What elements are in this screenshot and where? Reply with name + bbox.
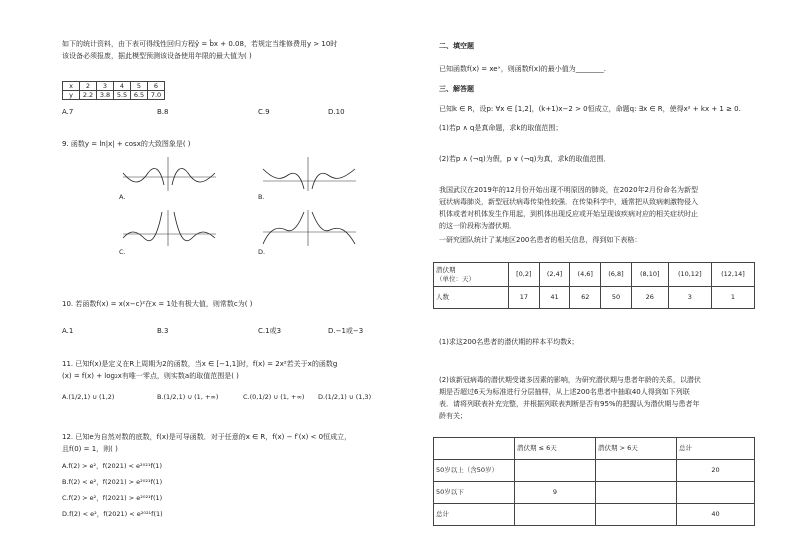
table-cell <box>515 504 596 526</box>
table-cell <box>434 438 515 460</box>
q12-option-c: C.f(2) > e²，f(2021) > e²⁰²¹f(1) <box>62 494 163 502</box>
table-cell: 50岁以上（含50岁） <box>434 460 515 482</box>
table-cell: 9 <box>515 482 596 504</box>
graph-a <box>118 155 218 193</box>
table-row <box>434 504 755 526</box>
s3-q1-line: 已知k ∈ R，设p: ∀x ∈ [1,2]，(k+1)x−2 > 0恒成立，命题q: ∃x ∈ R，使得x² + kx + 1 ≥ 0. <box>439 105 741 113</box>
q8-option-c: C.9 <box>258 108 270 116</box>
table-cell: 7.0 <box>148 91 165 100</box>
table-cell: 3.8 <box>97 91 114 100</box>
table-cell <box>596 482 677 504</box>
q11-option-c: C.(0,1/2) ∪ (1, +∞) <box>243 393 305 401</box>
q8-line2: 该设备必须报废，据此模型预测该设备使用年限的最大值为( ) <box>62 52 252 60</box>
table-row <box>434 460 755 482</box>
table-cell: [0,2] <box>509 263 540 287</box>
table-cell: x <box>63 82 80 91</box>
q11-option-b: B.(1/2,1) ∪ (1, +∞) <box>157 393 219 401</box>
q8-option-d: D.10 <box>328 108 345 116</box>
q8-option-a: A.7 <box>62 108 74 116</box>
q10-option-d: D.−1或−3 <box>328 327 364 335</box>
q12-line2: 且f(0) = 1，则( ) <box>62 445 118 453</box>
graph-c <box>118 208 218 248</box>
table-cell: 50 <box>601 287 632 309</box>
table-row <box>63 91 165 100</box>
s3-q2-part2-line3: 表．请将列联表补充完整，并根据列联表判断是否有95%的把握认为潜伏期与患者年 <box>439 400 700 408</box>
table-cell: 2 <box>80 82 97 91</box>
table-cell: 总计 <box>677 438 755 460</box>
table-cell: 1 <box>711 287 754 309</box>
table-cell: (12,14] <box>711 263 754 287</box>
q12-option-a: A.f(2) > e²，f(2021) < e²⁰²¹f(1) <box>62 462 162 470</box>
table-cell: 总计 <box>434 504 515 526</box>
table-cell: 6 <box>148 82 165 91</box>
q12-option-d: D.f(2) < e²，f(2021) < e²⁰²¹f(1) <box>62 510 163 518</box>
table-cell: 17 <box>509 287 540 309</box>
s3-q2-part2-line2: 期是否超过6天为标准进行分层抽样，从上述200名患者中抽取40人得到如下列联 <box>439 388 690 396</box>
table-row <box>63 82 165 91</box>
table-cell: (4,6] <box>570 263 601 287</box>
table-cell <box>677 482 755 504</box>
right-column <box>397 0 794 560</box>
s3-q2-part2-line1: (2)该新冠病毒的潜伏期受诸多因素的影响，为研究潜伏期与患者年龄的关系，以潜伏 <box>439 376 701 384</box>
s3-q2-line1: 我国武汉在2019年的12月份开始出现不明原因的肺炎，在2020年2月份命名为新型 <box>439 186 698 194</box>
section3-heading: 三、解答题 <box>439 85 474 93</box>
incubation-table <box>433 262 755 309</box>
q10-stem: 10. 若函数f(x) = x(x−c)²在x = 1处有极大值，则常数c为( ) <box>62 300 253 308</box>
table-cell: 5.5 <box>114 91 131 100</box>
table-cell: (8,10] <box>631 263 668 287</box>
q8-table <box>62 81 165 100</box>
table-cell: 50岁以下 <box>434 482 515 504</box>
table-row <box>434 287 755 309</box>
table-cell: 潜伏期 > 6天 <box>596 438 677 460</box>
table-cell <box>596 460 677 482</box>
q10-option-c: C.1或3 <box>258 327 282 335</box>
q10-option-a: A.1 <box>62 327 74 335</box>
table-cell: 3 <box>668 287 711 309</box>
table-cell: 3 <box>97 82 114 91</box>
s3-q2-part2-line4: 龄有关； <box>439 412 467 420</box>
q11-line1: 11. 已知f(x)是定义在R上周期为2的函数，当x ∈ [−1,1]时，f(x) = 2x²若关于x的函数g <box>62 360 338 368</box>
graph-d <box>258 208 358 248</box>
graph-a-label: A. <box>119 193 126 201</box>
s3-q1-part1: (1)若p ∧ q是真命题，求k的取值范围； <box>439 124 563 132</box>
q8-option-b: B.8 <box>157 108 169 116</box>
s3-q2-line2: 冠状病毒肺炎，新型冠状病毒传染性较强．在传染科学中，通常把从致病刺激物侵入 <box>439 198 698 206</box>
section2-heading: 二、填空题 <box>439 42 474 50</box>
table-cell: (10,12] <box>668 263 711 287</box>
table-cell <box>515 460 596 482</box>
table-cell: 4 <box>114 82 131 91</box>
table-cell: (6,8] <box>601 263 632 287</box>
table-cell: 6.5 <box>131 91 148 100</box>
table-row <box>434 263 755 287</box>
s3-q2-line4: 的这一阶段称为潜伏期． <box>439 222 516 230</box>
contingency-table <box>433 437 755 526</box>
graph-c-label: C. <box>119 248 126 256</box>
graph-b <box>258 155 358 193</box>
q10-option-b: B.3 <box>157 327 169 335</box>
s3-q2-part1: (1)求这200名患者的潜伏期的样本平均数x̄； <box>439 338 579 346</box>
table-cell: 人数 <box>434 287 509 309</box>
table-cell: 2.2 <box>80 91 97 100</box>
q12-option-b: B.f(2) < e²，f(2021) > e²⁰²¹f(1) <box>62 478 163 486</box>
table-cell: 26 <box>631 287 668 309</box>
table-cell: 41 <box>539 287 570 309</box>
s3-q2-line3: 机体或者对机体发生作用起，到机体出现反应或开始呈现该疾病对应的相关症状时止 <box>439 210 698 218</box>
q12-line1: 12. 已知e为自然对数的底数，f(x)是可导函数．对于任意的x ∈ R，f(x) − f′(x) < 0恒成立， <box>62 433 352 441</box>
q11-option-a: A.(1/2,1) ∪ (1,2) <box>62 393 115 401</box>
q8-line1: 如下的统计资料，由下表可得线性回归方程ŷ = b̂x + 0.08，若规定当维修费用y > 10时 <box>62 40 338 48</box>
table-cell <box>596 504 677 526</box>
table-cell: y <box>63 91 80 100</box>
q9-stem: 9. 函数y = ln|x| + cosx的大致图象是( ) <box>62 140 191 148</box>
table-row <box>434 482 755 504</box>
table-cell: (2,4] <box>539 263 570 287</box>
graph-d-label: D. <box>258 248 266 256</box>
graph-b-label: B. <box>258 193 265 201</box>
table-row <box>434 438 755 460</box>
s3-q1-part2: (2)若p ∧ (¬q)为假，p ∨ (¬q)为真，求k的取值范围． <box>439 155 611 163</box>
q11-option-d: D.(1/2,1) ∪ (1,3) <box>318 393 372 401</box>
section2-question: 已知函数f(x) = xeˣ，则函数f(x)的最小值为________. <box>439 65 607 73</box>
table-cell: 潜伏期 ≤ 6天 <box>515 438 596 460</box>
table-cell: 40 <box>677 504 755 526</box>
table-cell: 62 <box>570 287 601 309</box>
q11-line2: (x) = f(x) + log₂x有唯一零点，则实数a的取值范围是( ) <box>62 372 239 380</box>
table-cell: 5 <box>131 82 148 91</box>
s3-q2-line5: 一研究团队统计了某地区200名患者的相关信息，得到如下表格： <box>439 236 642 244</box>
table-cell: 潜伏期 （单位：天） <box>434 263 509 287</box>
table-cell: 20 <box>677 460 755 482</box>
